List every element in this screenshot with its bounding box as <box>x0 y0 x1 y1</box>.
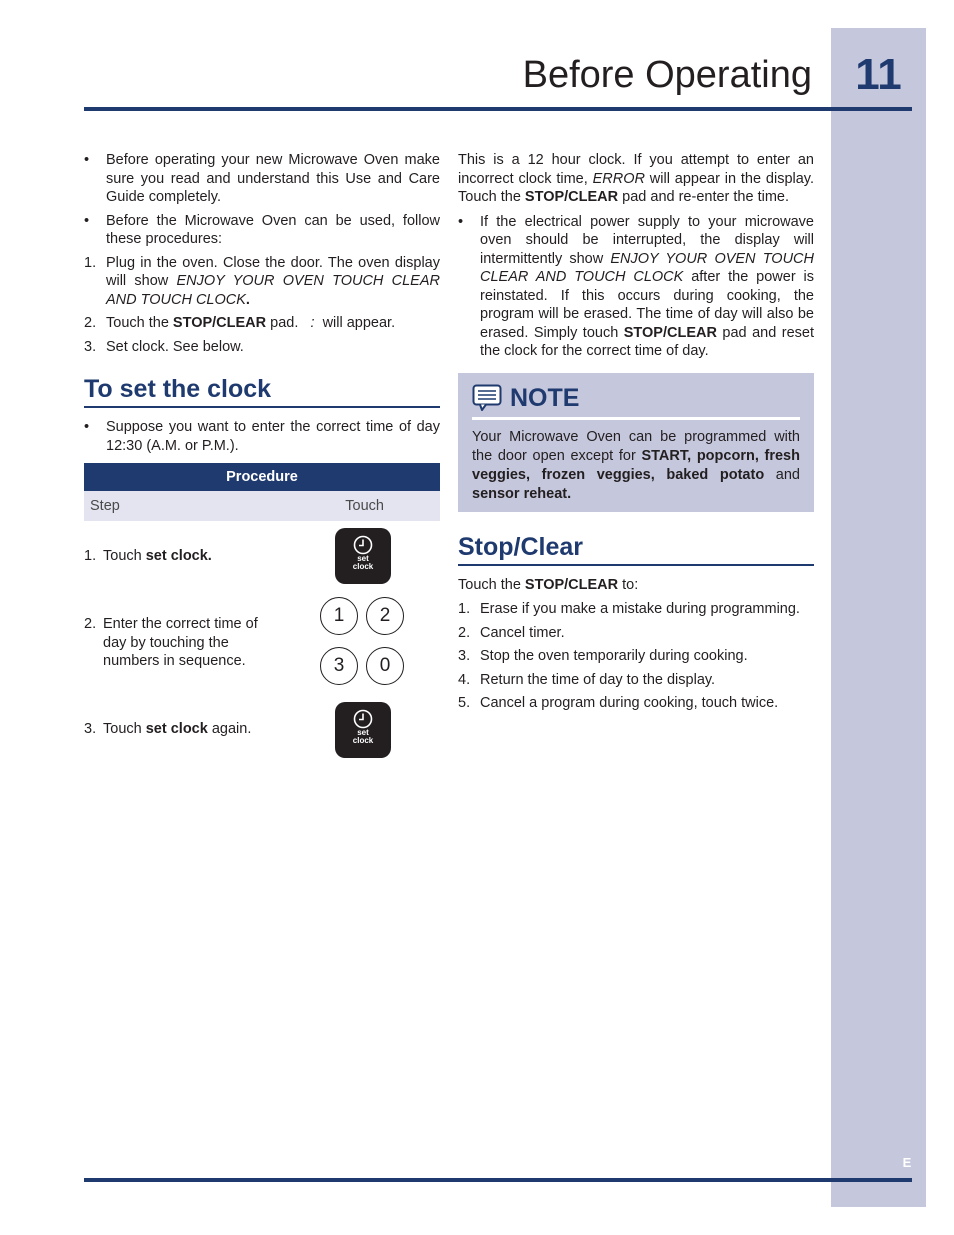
power-bullets <box>458 213 814 361</box>
setup-steps <box>84 254 440 357</box>
stop-clear-intro: Touch the STOP/CLEAR to: <box>458 576 639 593</box>
list-item: • Suppose you want to enter the correct time of day 12:30 (A.M. or P.M.). <box>84 419 440 454</box>
step-column-header: Step <box>84 491 183 521</box>
right-column <box>458 151 814 718</box>
number-key-1: 1 <box>320 597 358 635</box>
procedure-table <box>84 463 440 521</box>
list-item: 5. Cancel a program during cooking, touch twice. <box>458 695 779 711</box>
clock-icon <box>353 709 373 729</box>
note-box <box>458 373 814 512</box>
side-band <box>831 28 926 1207</box>
note-title: NOTE <box>472 383 800 420</box>
clock-info-paragraph: This is a 12 hour clock. If you attempt to enter an incorrect clock time, ERROR will appear in the display. Touch the STOP/CLEAR pad and re-enter the time. <box>458 152 814 205</box>
language-mark: E <box>902 1155 912 1170</box>
procedure-steps <box>84 521 440 771</box>
touch-column-header: Touch <box>183 491 440 521</box>
list-item: • Before the Microwave Oven can be used, follow these procedures: <box>84 212 440 247</box>
top-rule <box>84 107 912 111</box>
set-clock-key: set clock <box>335 528 391 584</box>
page-title: Before Operating <box>522 54 812 96</box>
list-item: • Before operating your new Microwave Oven make sure you read and understand this Use and Care Guide completely. <box>84 152 440 205</box>
set-clock-key: set clock <box>335 702 391 758</box>
stop-clear-heading: Stop/Clear <box>458 532 814 566</box>
note-icon <box>472 384 502 412</box>
bottom-rule <box>84 1178 912 1182</box>
list-item: 3. Stop the oven temporarily during cooking. <box>458 648 748 664</box>
procedure-step: 3. Touch set clock again. <box>84 721 252 737</box>
note-body: Your Microwave Oven can be programmed with the door open except for START, popcorn, fresh veggies, frozen veggies, baked potato and sensor reheat. <box>472 428 800 502</box>
number-key-0: 0 <box>366 647 404 685</box>
clock-bullets <box>84 418 440 455</box>
list-item: 1. Plug in the oven. Close the door. The oven display will show ENJOY YOUR OVEN TOUCH CLEAR AND TOUCH CLOCK. <box>84 254 440 308</box>
list-item: 2. Cancel timer. <box>458 624 565 641</box>
number-key-3: 3 <box>320 647 358 685</box>
clock-icon <box>353 535 373 555</box>
left-column <box>84 151 440 771</box>
list-item: 3. Set clock. See below. <box>84 338 244 355</box>
stop-clear-list <box>458 600 814 713</box>
list-item: 4. Return the time of day to the display. <box>458 671 716 688</box>
list-item: 1. Erase if you make a mistake during programming. <box>458 601 800 617</box>
intro-bullets <box>84 151 440 249</box>
procedure-header: Procedure <box>226 468 298 485</box>
page-number: 11 <box>855 50 902 99</box>
clock-heading: To set the clock <box>84 374 440 408</box>
list-item: • If the electrical power supply to your microwave oven should be interrupted, the display will intermittently show ENJOY YOUR OVEN TOUCH CLEAR AND TOUCH CLOCK after the power is reinstated. If this occurs during cooking, the program will be erased. The time of day will also be erased. Simply touch STOP/CLEAR pad and reset the clock for the correct time of day. <box>458 213 814 359</box>
number-key-2: 2 <box>366 597 404 635</box>
procedure-step: 2. Enter the correct time of day by touching the numbers in sequence. <box>84 616 258 669</box>
procedure-step: 1. Touch set clock. <box>84 548 212 564</box>
list-item: 2. Touch the STOP/CLEAR pad. : will appear. <box>84 315 396 331</box>
